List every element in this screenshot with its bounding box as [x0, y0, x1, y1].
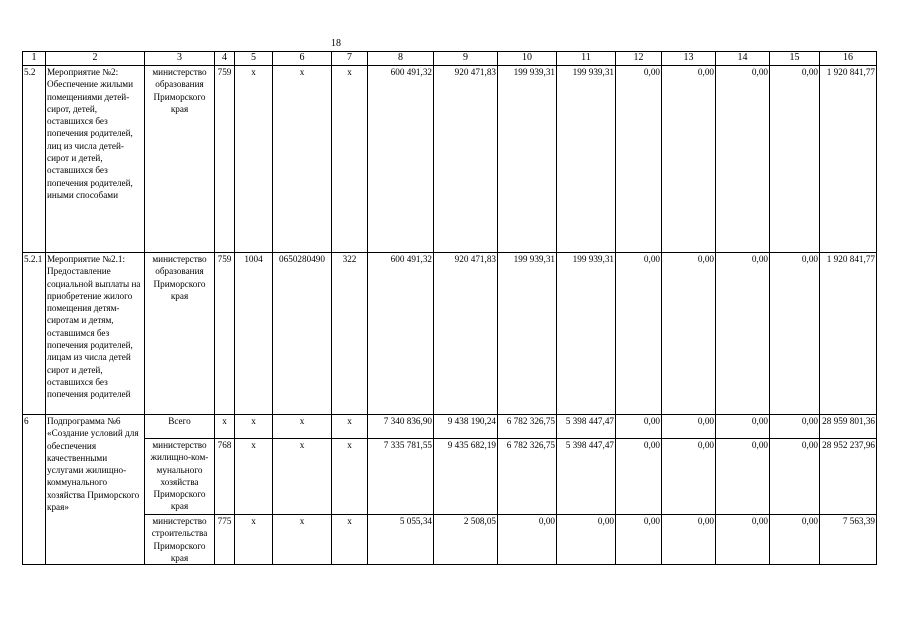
column-header: 11 — [557, 52, 616, 66]
cell-c10: 6 782 326,75 — [498, 439, 557, 515]
cell-c15: 0,00 — [770, 439, 820, 515]
cell-c7: х — [332, 415, 368, 439]
cell-c6: х — [273, 66, 332, 253]
row-executor: министерство строительства Приморского края — [145, 515, 215, 565]
cell-c11: 199 939,31 — [557, 253, 616, 415]
cell-c8: 7 340 836,90 — [368, 415, 434, 439]
cell-c10: 6 782 326,75 — [498, 415, 557, 439]
cell-c14: 0,00 — [716, 415, 770, 439]
cell-c11: 0,00 — [557, 515, 616, 565]
row-name: Мероприятие №2.1: Предоставление социальной выплаты на приобретение жилого помещения детям-сиротам и детям, оставшимся без попечения родителей, лицам из числа детей сирот и детей, оставшихся без попечения родителей — [46, 253, 145, 415]
cell-c5: х — [235, 415, 273, 439]
cell-c5: х — [235, 439, 273, 515]
cell-c10: 199 939,31 — [498, 66, 557, 253]
row-executor: министерство образования Приморского края — [145, 66, 215, 253]
cell-c13: 0,00 — [662, 253, 716, 415]
cell-c9: 9 438 190,24 — [434, 415, 498, 439]
cell-c7: х — [332, 439, 368, 515]
cell-c16: 7 563,39 — [820, 515, 877, 565]
cell-c6: х — [273, 415, 332, 439]
cell-c12: 0,00 — [616, 253, 662, 415]
cell-c14: 0,00 — [716, 439, 770, 515]
cell-c13: 0,00 — [662, 415, 716, 439]
cell-c10: 0,00 — [498, 515, 557, 565]
column-header: 7 — [332, 52, 368, 66]
row-id: 6 — [23, 415, 46, 565]
cell-c9: 920 471,83 — [434, 66, 498, 253]
table-row — [23, 253, 877, 415]
cell-c6: х — [273, 439, 332, 515]
cell-c4: 775 — [215, 515, 235, 565]
cell-c16: 1 920 841,77 — [820, 253, 877, 415]
column-header: 6 — [273, 52, 332, 66]
table-header-row — [23, 52, 877, 66]
column-header: 4 — [215, 52, 235, 66]
cell-c11: 199 939,31 — [557, 66, 616, 253]
column-header: 16 — [820, 52, 877, 66]
cell-c15: 0,00 — [770, 66, 820, 253]
cell-c13: 0,00 — [662, 66, 716, 253]
cell-c12: 0,00 — [616, 515, 662, 565]
table-row — [23, 515, 877, 565]
row-executor: министерство жилищно-ком-мунального хозяйства Приморского края — [145, 439, 215, 515]
cell-c4: 768 — [215, 439, 235, 515]
cell-c8: 600 491,32 — [368, 66, 434, 253]
cell-c13: 0,00 — [662, 515, 716, 565]
column-header: 15 — [770, 52, 820, 66]
table-row — [23, 415, 877, 439]
cell-c14: 0,00 — [716, 253, 770, 415]
cell-c7: х — [332, 515, 368, 565]
cell-c4: х — [215, 415, 235, 439]
row-executor: министерство образования Приморского края — [145, 253, 215, 415]
row-id: 5.2.1 — [23, 253, 46, 415]
cell-c14: 0,00 — [716, 515, 770, 565]
cell-c10: 199 939,31 — [498, 253, 557, 415]
cell-c5: х — [235, 515, 273, 565]
column-header: 1 — [23, 52, 46, 66]
cell-c12: 0,00 — [616, 439, 662, 515]
row-executor: Всего — [145, 415, 215, 439]
column-header: 8 — [368, 52, 434, 66]
cell-c11: 5 398 447,47 — [557, 415, 616, 439]
cell-c5: 1004 — [235, 253, 273, 415]
cell-c8: 7 335 781,55 — [368, 439, 434, 515]
cell-c9: 2 508,05 — [434, 515, 498, 565]
column-header: 10 — [498, 52, 557, 66]
column-header: 13 — [662, 52, 716, 66]
row-name: Мероприятие №2: Обеспечение жилыми помещениями детей-сирот, детей, оставшихся без попечения родителей, лиц из числа детей-сирот и детей, оставшихся без попечения родителей, иными способами — [46, 66, 145, 253]
cell-c12: 0,00 — [616, 66, 662, 253]
cell-c7: 322 — [332, 253, 368, 415]
column-header: 5 — [235, 52, 273, 66]
row-name: Подпрограмма №6 «Создание условий для обеспечения качественными услугами жилищно-коммунального хозяйства Приморского края» — [46, 415, 145, 565]
column-header: 9 — [434, 52, 498, 66]
cell-c8: 600 491,32 — [368, 253, 434, 415]
cell-c14: 0,00 — [716, 66, 770, 253]
cell-c16: 28 952 237,96 — [820, 439, 877, 515]
cell-c16: 28 959 801,36 — [820, 415, 877, 439]
row-id: 5.2 — [23, 66, 46, 253]
column-header: 3 — [145, 52, 215, 66]
column-header: 14 — [716, 52, 770, 66]
cell-c4: 759 — [215, 253, 235, 415]
cell-c15: 0,00 — [770, 415, 820, 439]
cell-c15: 0,00 — [770, 515, 820, 565]
cell-c13: 0,00 — [662, 439, 716, 515]
cell-c5: х — [235, 66, 273, 253]
cell-c15: 0,00 — [770, 253, 820, 415]
cell-c6: х — [273, 515, 332, 565]
budget-table — [22, 51, 877, 565]
column-header: 2 — [46, 52, 145, 66]
cell-c8: 5 055,34 — [368, 515, 434, 565]
cell-c12: 0,00 — [616, 415, 662, 439]
cell-c4: 759 — [215, 66, 235, 253]
table-row — [23, 66, 877, 253]
cell-c16: 1 920 841,77 — [820, 66, 877, 253]
cell-c9: 920 471,83 — [434, 253, 498, 415]
cell-c7: х — [332, 66, 368, 253]
page-number: 18 — [331, 38, 341, 49]
cell-c11: 5 398 447,47 — [557, 439, 616, 515]
cell-c6: 0650280490 — [273, 253, 332, 415]
column-header: 12 — [616, 52, 662, 66]
cell-c9: 9 435 682,19 — [434, 439, 498, 515]
table-row — [23, 439, 877, 515]
